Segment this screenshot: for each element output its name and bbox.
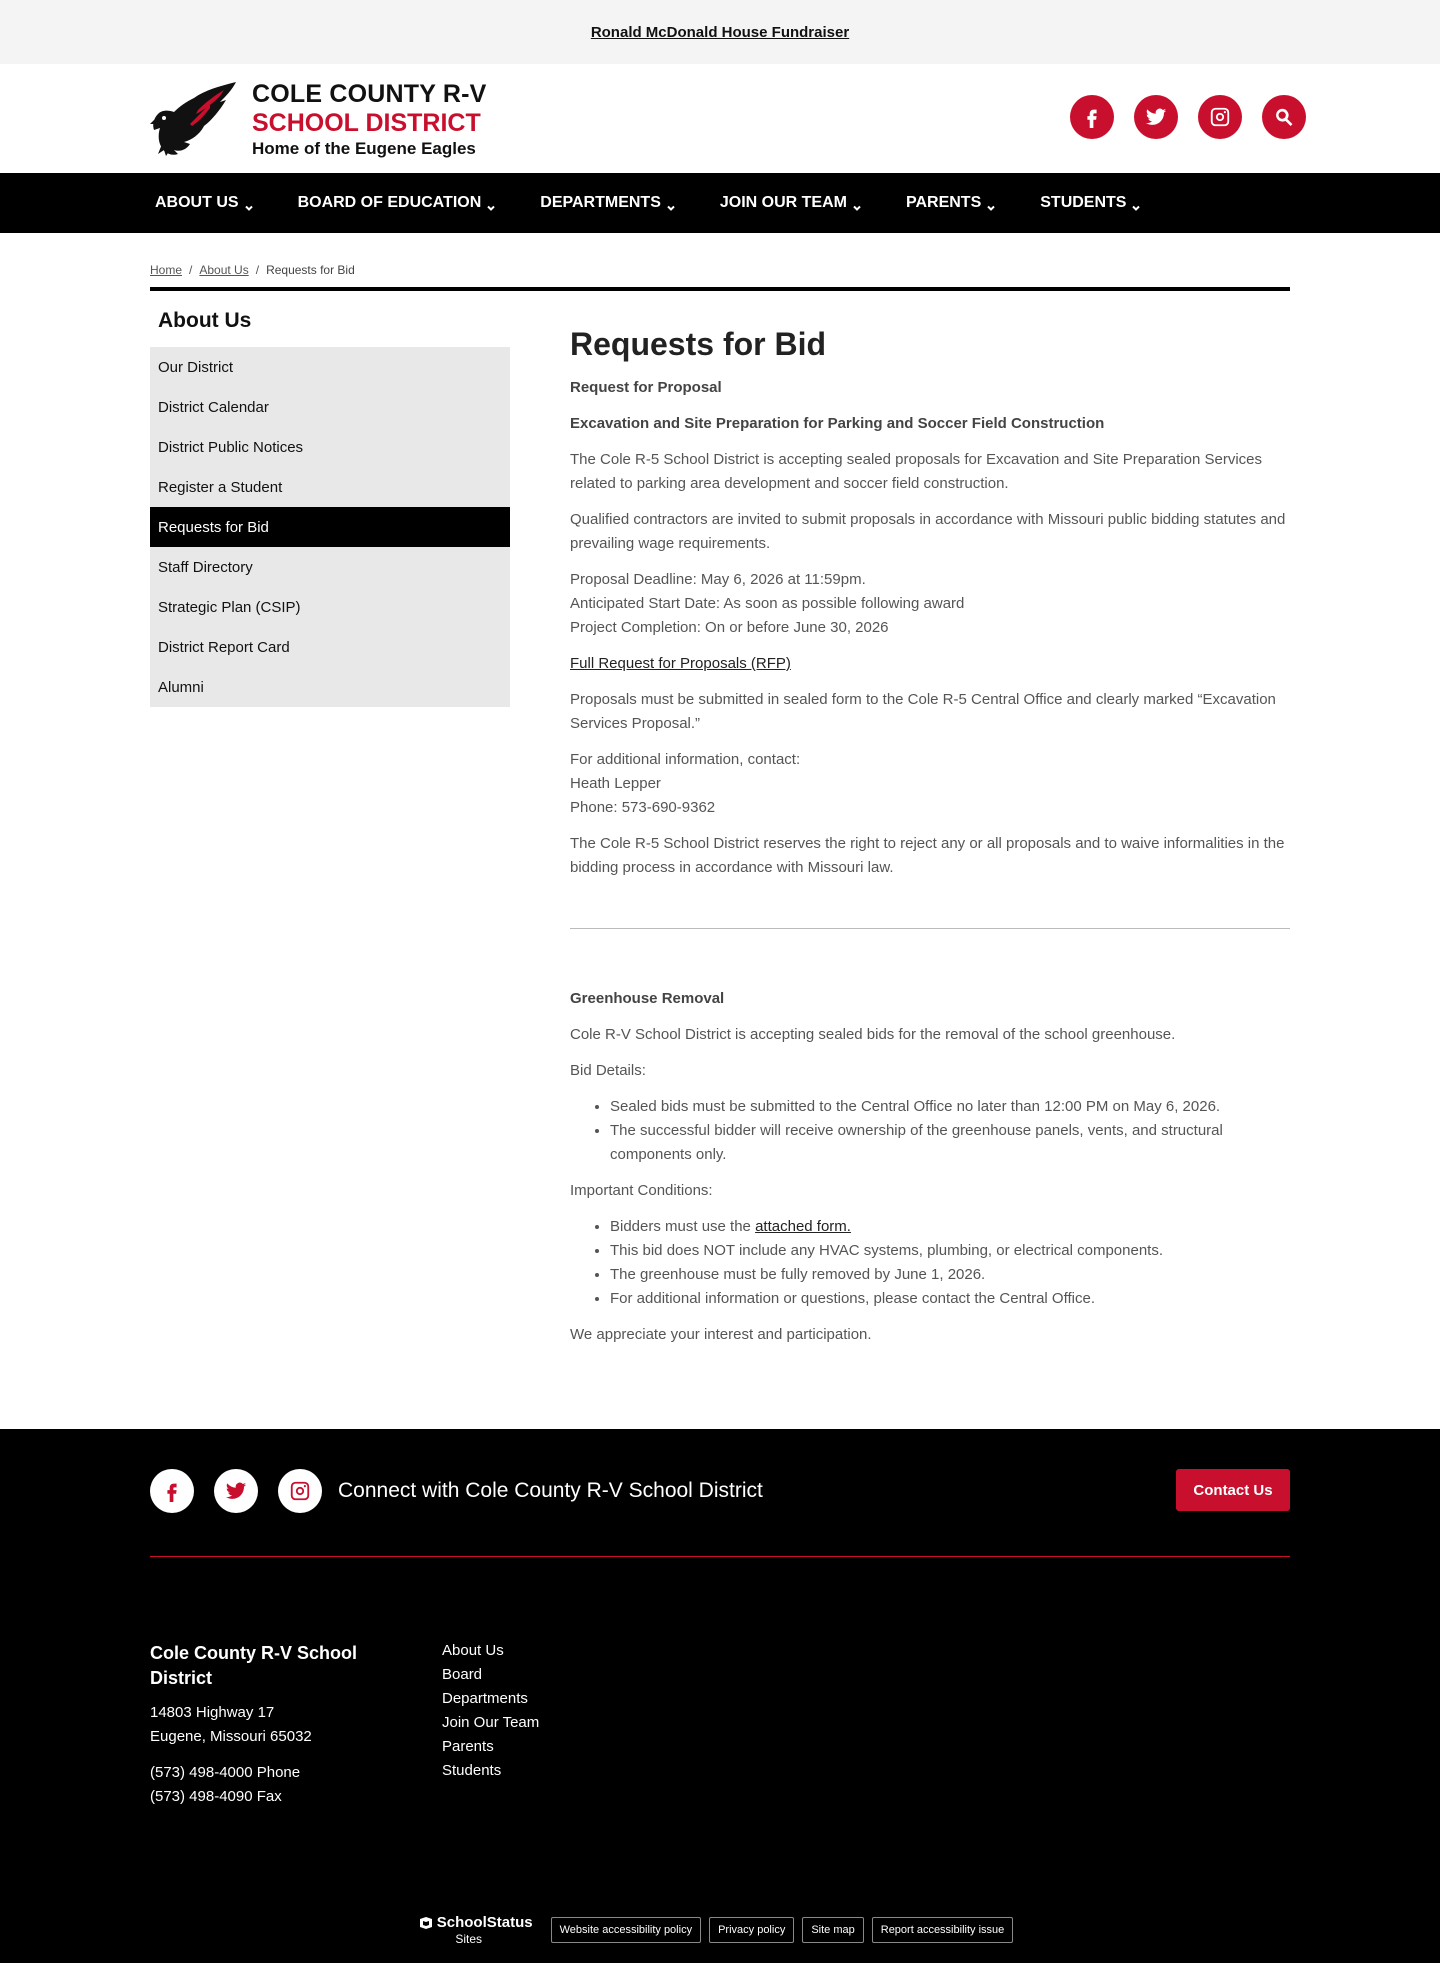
chevron-down-icon [1132,199,1140,207]
search-icon[interactable] [1262,95,1306,139]
sidebar-title: About Us [158,309,252,332]
sidebar-item-requests-for-bid[interactable]: Requests for Bid [150,507,510,547]
rfp-completion: Project Completion: On or before June 30, 2026 [570,619,889,636]
brand-name-line1: COLE COUNTY R-V [252,79,487,108]
contact-us-button[interactable]: Contact Us [1176,1469,1290,1511]
header-social [1070,95,1306,139]
nav-about-us[interactable]: ABOUT US [150,194,258,212]
site-map-link[interactable]: Site map [802,1917,863,1943]
sidebar-item-register-a-student[interactable]: Register a Student [158,478,283,496]
bid-details-list [610,1095,1290,1167]
conditions-label: Important Conditions: [570,1182,713,1199]
breadcrumb-about[interactable]: About Us [199,263,249,277]
greenhouse-intro: Cole R-V School District is accepting sealed bids for the removal of the school greenhouse. [570,1026,1176,1043]
sidebar-item-alumni[interactable]: Alumni [158,678,204,696]
rfp-dates [570,568,1290,640]
rfp-paragraph: Qualified contractors are invited to submit proposals in accordance with Missouri public bidding statutes and prevailing wage requirements. [570,511,1286,552]
list-item: • The successful bidder will receive ownership of the greenhouse panels, vents, and structural components only. [610,1119,1290,1167]
list-item: • Bidders must use the attached form. [610,1215,1290,1239]
chevron-down-icon [245,199,253,207]
rfp-contact-name: Heath Lepper [570,775,661,792]
nav-students[interactable]: STUDENTS [1035,194,1145,212]
list-item: • This bid does NOT include any HVAC systems, plumbing, or electrical components. [610,1239,1290,1263]
footer-address-line: Eugene, Missouri 65032 [150,1728,312,1745]
rfp-contact-label: For additional information, contact: [570,751,801,768]
breadcrumb [0,233,1440,287]
eagle-logo-icon [150,80,238,158]
sidebar-item-district-calendar[interactable]: District Calendar [158,398,269,416]
footer-bottom-bar [0,1915,1440,1945]
instagram-icon[interactable] [1198,95,1242,139]
privacy-policy-link[interactable]: Privacy policy [709,1917,794,1943]
chevron-down-icon [487,199,495,207]
brand[interactable] [150,80,487,158]
footer-rule [150,1556,1290,1557]
schoolstatus-icon [419,1916,433,1930]
list-item: • The greenhouse must be fully removed by June 1, 2026. [610,1263,1290,1287]
breadcrumb-home[interactable]: Home [150,263,183,277]
nav-board-of-education[interactable]: BOARD OF EDUCATION [293,194,501,212]
sidebar [150,291,510,1359]
list-item: • Sealed bids must be submitted to the Central Office no later than 12:00 PM on May 6, 2026. [610,1095,1290,1119]
rfp-start-date: Anticipated Start Date: As soon as possible following award [570,595,965,612]
footer-link-board[interactable]: Board [442,1666,483,1683]
rfp-contact-phone: Phone: 573-690-9362 [570,799,716,816]
report-accessibility-link[interactable]: Report accessibility issue [872,1917,1014,1943]
twitter-icon[interactable] [1134,95,1178,139]
rfp-paragraph: The Cole R-5 School District reserves the right to reject any or all proposals and to waive informalities in the bidding process in accordance with Missouri law. [570,835,1285,876]
facebook-icon[interactable] [150,1469,194,1513]
sidebar-item-district-public-notices[interactable]: District Public Notices [158,438,304,456]
greenhouse-heading: Greenhouse Removal [570,990,725,1007]
rfp-paragraph: Proposals must be submitted in sealed form to the Cole R-5 Central Office and clearly marked “Excavation Services Proposal.” [570,691,1276,732]
rfp-paragraph: The Cole R-5 School District is accepting sealed proposals for Excavation and Site Preparation Services related to parking area development and soccer field construction. [570,451,1263,492]
facebook-icon[interactable] [1070,95,1114,139]
footer-address-line: 14803 Highway 17 [150,1704,275,1721]
footer-link-about-us[interactable]: About Us [442,1642,504,1659]
rfp-contact [570,748,1290,820]
sidebar-item-strategic-plan[interactable]: Strategic Plan (CSIP) [158,598,301,616]
accessibility-policy-link[interactable]: Website accessibility policy [551,1917,701,1943]
footer-org-name: Cole County R-V School District [150,1643,357,1688]
breadcrumb-separator: / [189,263,193,277]
chevron-down-icon [667,199,675,207]
sidebar-item-our-district[interactable]: Our District [158,358,233,376]
breadcrumb-current: Requests for Bid [266,263,355,277]
footer-fax: (573) 498-4090 Fax [150,1788,282,1805]
footer-link-parents[interactable]: Parents [442,1738,494,1755]
rfp-document-link[interactable]: Full Request for Proposals (RFP) [570,655,791,672]
twitter-icon[interactable] [214,1469,258,1513]
breadcrumb-separator: / [255,263,260,277]
footer-link-join-our-team[interactable]: Join Our Team [442,1714,540,1731]
footer-phone: (573) 498-4000 Phone [150,1764,301,1781]
main-nav [0,173,1440,233]
schoolstatus-logo[interactable]: SchoolStatus Sites [419,1915,533,1945]
chevron-down-icon [853,199,861,207]
rfp-heading: Request for Proposal [570,379,722,396]
alert-bar [0,0,1440,64]
rfp-subheading: Excavation and Site Preparation for Parking and Soccer Field Construction [570,415,1105,432]
chevron-down-icon [987,199,995,207]
sidebar-item-staff-directory[interactable]: Staff Directory [158,558,253,576]
footer-address-block [150,1641,410,1809]
rfp-deadline: Proposal Deadline: May 6, 2026 at 11:59pm. [570,571,866,588]
nav-parents[interactable]: PARENTS [901,194,1000,212]
nav-join-our-team[interactable]: JOIN OUR TEAM [715,194,866,212]
attached-form-link[interactable]: attached form. [755,1218,851,1235]
footer-social [150,1469,763,1513]
footer-links [442,1639,539,1783]
page-title: Requests for Bid [570,326,827,362]
footer-link-students[interactable]: Students [442,1762,502,1779]
closing-text: We appreciate your interest and participation. [570,1326,872,1343]
conditions-list [610,1215,1290,1311]
instagram-icon[interactable] [278,1469,322,1513]
site-footer [0,1429,1440,1963]
brand-tagline: Home of the Eugene Eagles [252,138,476,158]
site-header [0,64,1440,173]
sidebar-list [150,347,510,707]
nav-departments[interactable]: DEPARTMENTS [535,194,680,212]
footer-link-departments[interactable]: Departments [442,1690,528,1707]
list-item: • For additional information or questions, please contact the Central Office. [610,1287,1290,1311]
brand-name-line2: SCHOOL DISTRICT [252,108,481,137]
sidebar-item-district-report-card[interactable]: District Report Card [158,638,290,656]
footer-connect-text: Connect with Cole County R-V School District [338,1479,763,1502]
section-divider [570,928,1290,929]
bid-details-label: Bid Details: [570,1062,646,1079]
alert-link[interactable]: Ronald McDonald House Fundraiser [590,23,850,41]
main-content [570,291,1290,1359]
